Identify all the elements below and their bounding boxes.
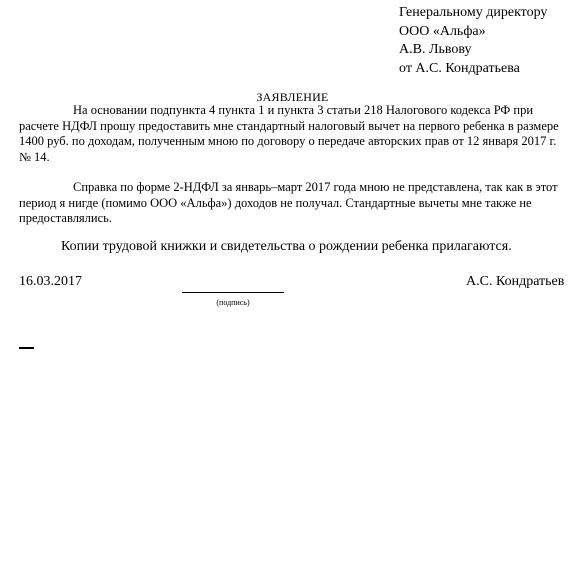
signer-name: А.С. Кондратьев <box>466 274 565 289</box>
signature-line <box>182 292 284 293</box>
addressee-name: А.В. Львову <box>399 42 472 57</box>
dash-mark <box>19 347 34 349</box>
document-date: 16.03.2017 <box>19 274 82 289</box>
addressee-position: Генеральному директору <box>399 5 548 20</box>
attachments-note: Копии трудовой книжки и свидетельства о рождении ребенка прилагаются. <box>61 239 512 254</box>
document-title: ЗАЯВЛЕНИЕ <box>256 90 329 104</box>
paragraph-certificate-note: Справка по форме 2-НДФЛ за январь–март 2017 года мною не представлена, так как в этот период я нигде (помимо ООО «Альфа») доходов не получал. Стандартные вычеты мне также не предоставлялись. <box>19 180 558 226</box>
paragraph-request: На основании подпункта 4 пункта 1 и пункта 3 статьи 218 Налогового кодекса РФ при расчете НДФЛ прошу предоставить мне стандартный налоговый вычет на первого ребенка в размере 1400 руб. по доходам, полученным мною по договору о передаче авторских прав от 12 января 2017 г. № 14. <box>19 103 559 164</box>
addressee-company: ООО «Альфа» <box>399 23 486 39</box>
applicant-from: от А.С. Кондратьева <box>399 60 520 76</box>
signature-caption: (подпись) <box>216 298 250 307</box>
addressee-block <box>399 4 547 78</box>
